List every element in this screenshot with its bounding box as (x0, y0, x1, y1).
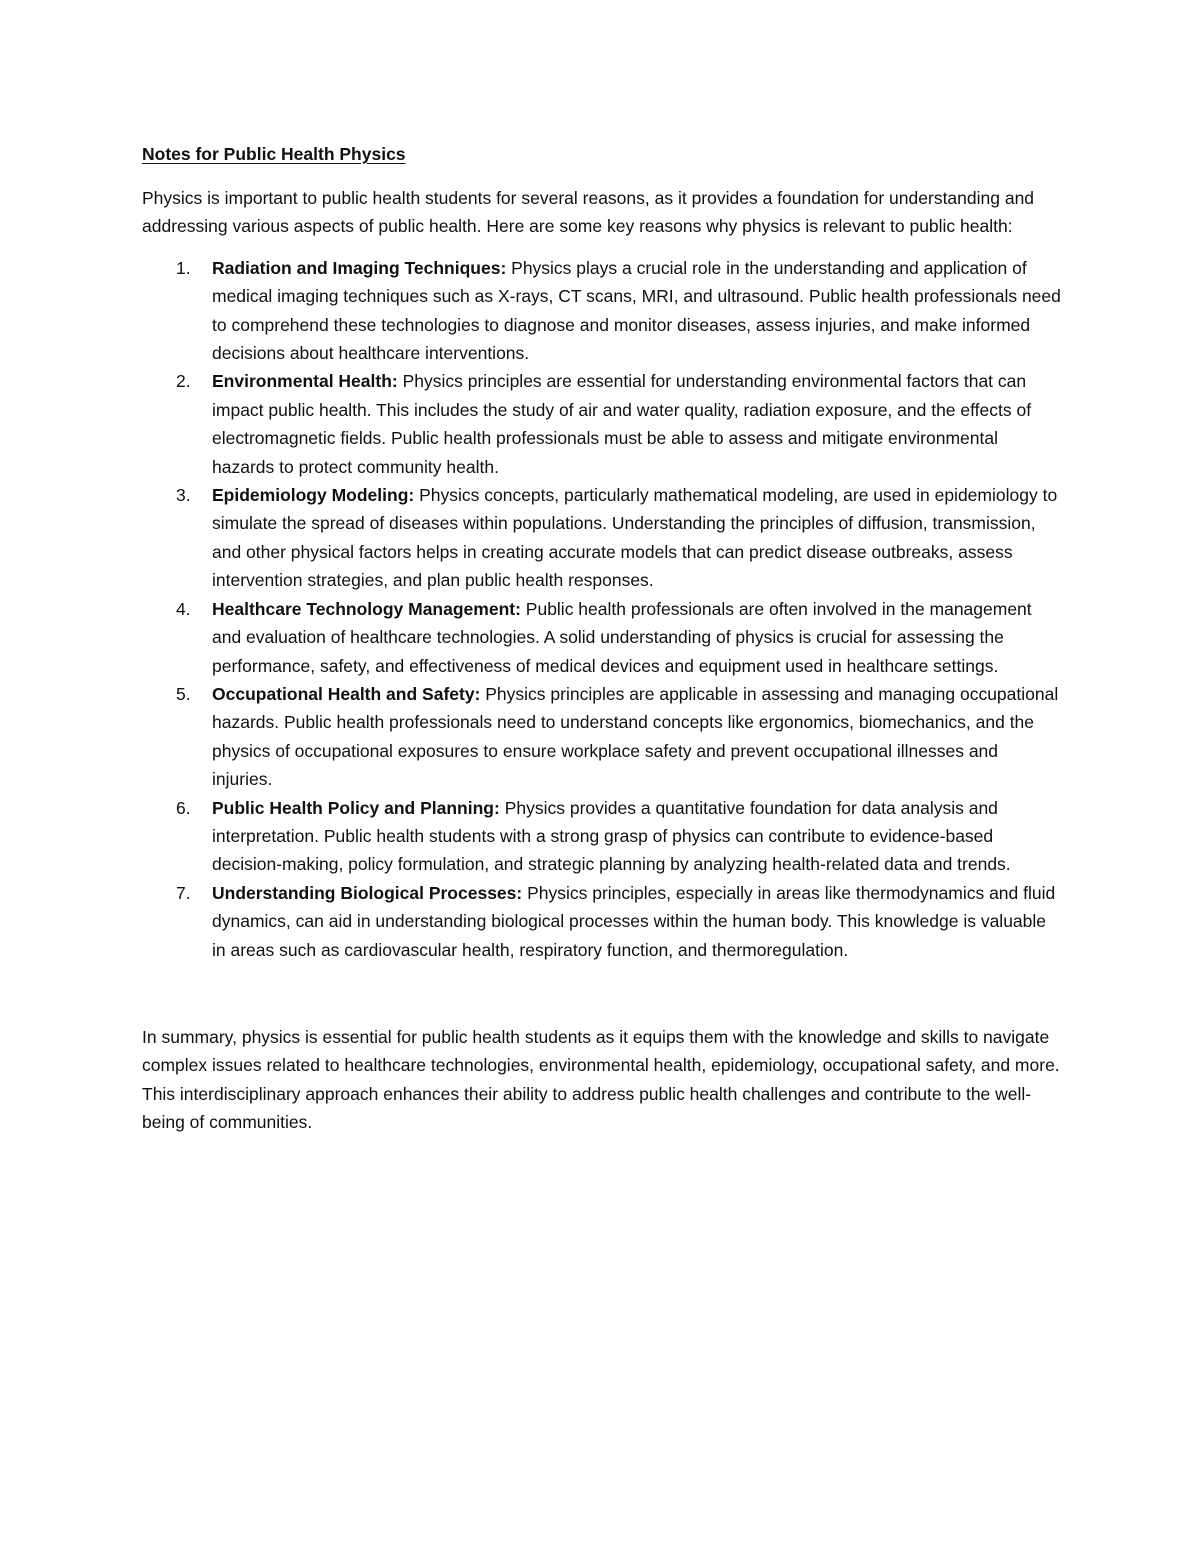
list-item-text: Physics principles, especially in areas like thermodynamics and fluid dynamics, can aid in understanding biological processes within the human body. This knowledge is valuable in areas such as cardiovascular health, respiratory function, and thermoregulation. (212, 882, 1056, 960)
document-title: Notes for Public Health Physics (142, 144, 406, 164)
list-item (142, 794, 1062, 879)
list-item-number: 2. (176, 371, 191, 392)
reasons-list (142, 254, 1062, 964)
list-item-number: 4. (176, 598, 191, 619)
list-item-text: Physics plays a crucial role in the understanding and application of medical imaging techniques such as X-rays, CT scans, MRI, and ultrasound. Public health professionals need to comprehend these technologies to diagnose and monitor diseases, assess injuries, and make informed decisions about healthcare interventions. (212, 257, 1061, 364)
list-item (142, 595, 1062, 680)
list-item-heading: Environmental Health: (212, 371, 398, 392)
list-item-number: 5. (176, 683, 191, 704)
list-item-heading: Occupational Health and Safety: (212, 683, 481, 704)
list-item-text: Physics principles are applicable in assessing and managing occupational hazards. Public health professionals need to understand concepts like ergonomics, biomechanics, and the physics of occupational exposures to ensure workplace safety and prevent occupational illnesses and injuries. (212, 683, 1059, 790)
list-item-text: Public health professionals are often involved in the management and evaluation of healthcare technologies. A solid understanding of physics is crucial for assessing the performance, safety, and effectiveness of medical devices and equipment used in healthcare settings. (212, 598, 1032, 676)
list-item-heading: Radiation and Imaging Techniques: (212, 257, 507, 278)
list-item-text: Physics provides a quantitative foundation for data analysis and interpretation. Public health students with a strong grasp of physics can contribute to evidence-based decision-making, policy formulation, and strategic planning by analyzing health-related data and trends. (212, 797, 1011, 875)
list-item-number: 3. (176, 485, 191, 506)
list-item (142, 680, 1062, 794)
list-item-heading: Public Health Policy and Planning: (212, 797, 500, 818)
list-item-number: 7. (176, 882, 191, 903)
list-item-heading: Epidemiology Modeling: (212, 485, 415, 506)
list-item-number: 6. (176, 797, 191, 818)
list-item (142, 879, 1062, 964)
list-item-text: Physics principles are essential for understanding environmental factors that can impact public health. This includes the study of air and water quality, radiation exposure, and the effects of electromagnetic fields. Public health professionals must be able to assess and mitigate environmental hazards to protect community health. (212, 371, 1032, 477)
list-item-heading: Understanding Biological Processes: (212, 882, 523, 903)
list-item (142, 481, 1062, 595)
list-item-heading: Healthcare Technology Management: (212, 598, 521, 619)
document-page (142, 140, 1062, 1137)
list-item (142, 254, 1062, 368)
intro-paragraph: Physics is important to public health students for several reasons, as it provides a foundation for understanding and addressing various aspects of public health. Here are some key reasons why physics is relevant to public health: (142, 188, 1035, 237)
list-item-text: Physics concepts, particularly mathematical modeling, are used in epidemiology to simulate the spread of diseases within populations. Understanding the principles of diffusion, transmission, and other physical factors helps in creating accurate models that can predict disease outbreaks, assess intervention strategies, and plan public health responses. (212, 485, 1058, 591)
list-item-number: 1. (176, 257, 191, 278)
list-item (142, 367, 1062, 481)
summary-paragraph: In summary, physics is essential for public health students as it equips them with the knowledge and skills to navigate complex issues related to healthcare technologies, environmental health, epidemiology, occupational safety, and more. This interdisciplinary approach enhances their ability to address public health challenges and contribute to the well-being of communities. (142, 1026, 1060, 1133)
